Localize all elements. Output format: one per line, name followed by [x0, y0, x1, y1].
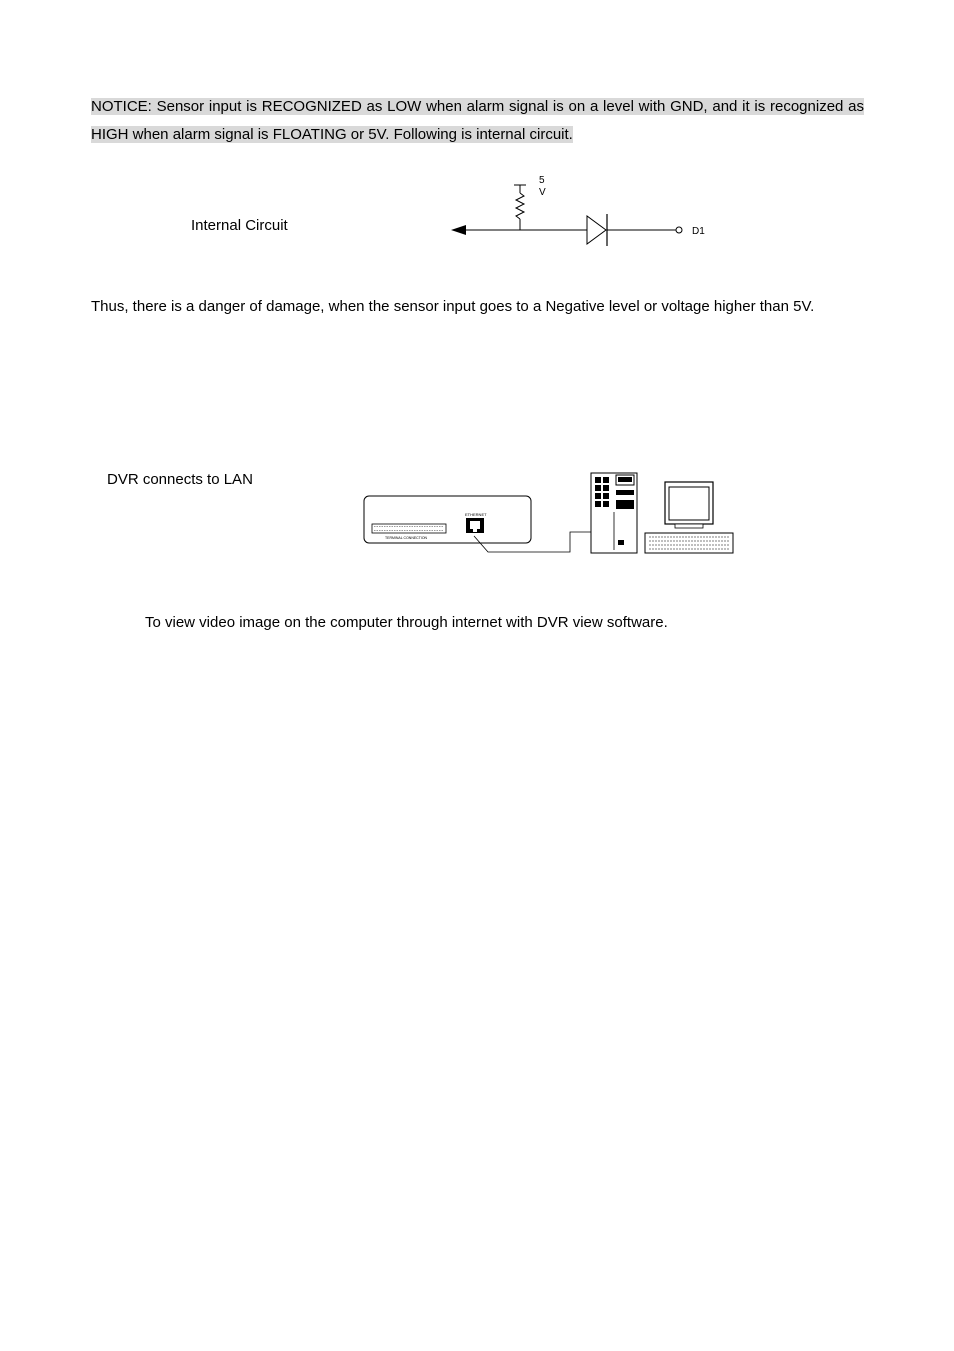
notice-text: NOTICE: Sensor input is RECOGNIZED as LOW when alarm signal is on a level with GND, and it is recognized as HIGH when alarm signal is FLOATING or 5V. Following is internal circuit.	[91, 98, 864, 143]
pin-terminal	[676, 227, 682, 233]
keyboard	[645, 533, 733, 553]
resistor-symbol	[516, 193, 524, 219]
drive-bay-3	[616, 500, 634, 509]
warning-paragraph: Thus, there is a danger of damage, when the sensor input goes to a Negative level or voltage higher than 5V.	[91, 298, 815, 315]
terminal-connector	[372, 524, 446, 533]
voltage-label-bottom: V	[539, 187, 546, 198]
notice-paragraph	[91, 93, 864, 149]
lan-label: DVR connects to LAN	[107, 471, 253, 488]
internal-circuit-label: Internal Circuit	[191, 217, 288, 234]
view-paragraph: To view video image on the computer through internet with DVR view software.	[145, 614, 668, 631]
monitor-screen	[669, 487, 709, 520]
ethernet-port-label: ETHERNET	[465, 512, 487, 517]
power-button	[618, 540, 624, 545]
lan-connection-diagram	[360, 470, 740, 560]
terminal-connector-label: TERMINAL CONNECTION	[385, 536, 428, 540]
arrow-left-icon	[451, 225, 466, 235]
voltage-label-top: 5	[539, 175, 545, 186]
diode-symbol	[587, 216, 606, 244]
monitor-stand	[675, 524, 703, 528]
drive-bay-2	[616, 490, 634, 495]
pin-label: D1	[692, 226, 705, 237]
internal-circuit-diagram	[440, 168, 730, 248]
